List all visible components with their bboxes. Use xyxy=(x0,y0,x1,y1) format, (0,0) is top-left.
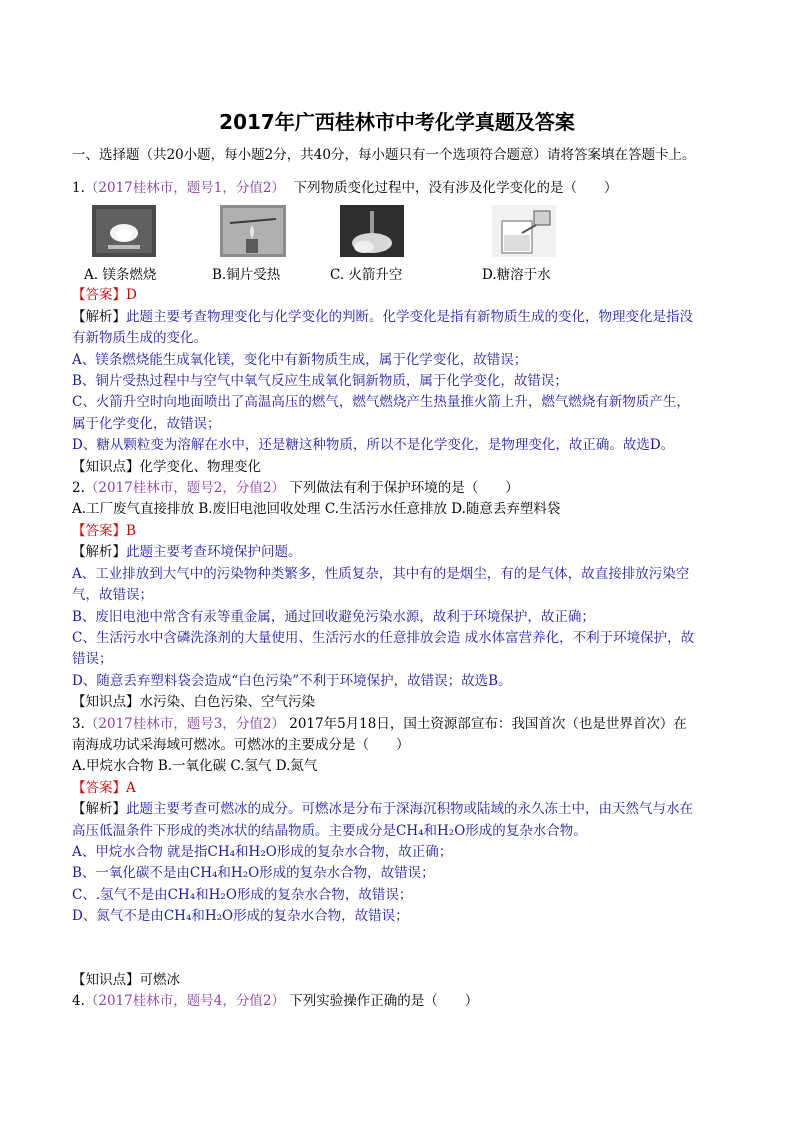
question-source: （2017桂林市，题号4，分值2） xyxy=(84,993,285,1009)
page-title: 2017年广西桂林市中考化学真题及答案 xyxy=(219,110,575,134)
question-3-options: A.甲烷水合物 B.一氧化碳 C.氢气 D.氮气 xyxy=(72,758,318,775)
answer-line: 【答案】D xyxy=(72,287,137,304)
analysis-line: B、一氧化碳不是由CH₄和H₂O形成的复杂水合物，故错误； xyxy=(72,865,435,882)
analysis-line: C、.氢气不是由CH₄和H₂O形成的复杂水合物，故错误； xyxy=(72,886,413,903)
analysis-line: C、火箭升空时向地面喷出了高温高压的燃气，燃气燃烧产生热量推火箭上升，燃气燃烧有新物质产生， xyxy=(72,394,690,411)
question-1-stem: 1.（2017桂林市，题号1，分值2） 下列物质变化过程中，没有涉及化学变化的是（ ） xyxy=(72,180,618,196)
burning-magnesium-photo xyxy=(92,205,156,257)
dissolving-sugar-photo xyxy=(492,205,556,257)
option-images xyxy=(72,199,732,285)
analysis-line: 错误； xyxy=(72,651,113,668)
question-3-stem: 3.（2017桂林市，题号3，分值2） 2017年5月18日，国土资源部宣布：我国首次（也是世界首次）在 xyxy=(72,715,687,732)
question-3-stem-cont: 南海成功试采海域可燃冰。可燃冰的主要成分是（ ） xyxy=(72,736,410,753)
analysis-line: A、甲烷水合物 就是指CH₄和H₂O形成的复杂水合物，故正确； xyxy=(72,843,453,860)
analysis-line: 有新物质生成的变化。 xyxy=(72,330,207,347)
analysis-line: 【解析】此题主要考查物理变化与化学变化的判断。化学变化是指有新物质生成的变化，物理变化是指没 xyxy=(72,308,693,325)
analysis-line: 属于化学变化，故错误； xyxy=(72,415,221,432)
heating-copper-photo xyxy=(220,205,286,257)
analysis-line: D、氮气不是由CH₄和H₂O形成的复杂水合物，故错误； xyxy=(72,908,409,925)
question-source: （2017桂林市，题号2，分值2） xyxy=(84,480,285,497)
analysis-line: D、糖从颗粒变为溶解在水中，还是糖这种物质，所以不是化学变化，是物理变化，故正确。故选D。 xyxy=(72,437,675,454)
analysis-line: 【解析】此题主要考查环境保护问题。 xyxy=(72,544,302,561)
questions xyxy=(72,178,732,1012)
question-2-stem: 2.（2017桂林市，题号2，分值2） 下列做法有利于保护环境的是（ ） xyxy=(72,480,519,497)
analysis-line: D、随意丢弃塑料袋会造成“白色污染”不利于环境保护，故错误；故选B。 xyxy=(72,672,512,689)
analysis-line: A、镁条燃烧能生成氧化镁，变化中有新物质生成，属于化学变化，故错误； xyxy=(72,351,528,368)
analysis-line: 高压低温条件下形成的类冰状的结晶物质。主要成分是CH₄和H₂O形成的复杂水合物。 xyxy=(72,822,587,839)
rocket-launch-photo xyxy=(340,205,404,257)
option-c: C. 火箭升空 xyxy=(330,267,403,284)
answer-line: 【答案】B xyxy=(72,522,136,539)
analysis-line: B、废旧电池中常含有汞等重金属，通过回收避免污染水源，故利于环境保护，故正确； xyxy=(72,608,595,625)
question-source: （2017桂林市，题号3，分值2） xyxy=(84,715,285,732)
option-a: A. 镁条燃烧 xyxy=(84,267,157,284)
spacer xyxy=(72,928,732,970)
knowledge-point: 【知识点】可燃冰 xyxy=(72,971,180,988)
analysis-line: 气，故错误； xyxy=(72,587,153,604)
answer-line: 【答案】A xyxy=(72,779,136,796)
analysis-line: 【解析】此题主要考查可燃冰的成分。可燃冰是分布于深海沉积物或陆域的永久冻土中，由天然气与水在 xyxy=(72,801,693,818)
option-b: B.铜片受热 xyxy=(212,267,281,284)
question-4-stem: 4.（2017桂林市，题号4，分值2） 下列实验操作正确的是（ ） xyxy=(72,993,479,1009)
analysis-line: A、工业排放到大气中的污染物种类繁多，性质复杂，其中有的是烟尘，有的是气体，故直接排放污染空 xyxy=(72,565,690,582)
section-heading: 一、选择题（共20小题，每小题2分，共40分，每小题只有一个选项符合题意）请将答案填在答题卡上。 xyxy=(72,147,696,163)
option-d: D.糖溶于水 xyxy=(482,267,551,284)
question-2-options: A.工厂废气直接排放 B.废旧电池回收处理 C.生活污水任意排放 D.随意丢弃塑料袋 xyxy=(72,501,561,518)
question-source: （2017桂林市，题号1，分值2） xyxy=(84,180,285,196)
knowledge-point: 【知识点】化学变化、物理变化 xyxy=(72,458,261,475)
analysis-line: B、铜片受热过程中与空气中氧气反应生成氧化铜新物质，属于化学变化，故错误； xyxy=(72,373,568,390)
analysis-line: C、生活污水中含磷洗涤剂的大量使用、生活污水的任意排放会造 成水体富营养化，不利于环境保护，故 xyxy=(72,629,695,646)
knowledge-point: 【知识点】水污染、白色污染、空气污染 xyxy=(72,694,315,711)
